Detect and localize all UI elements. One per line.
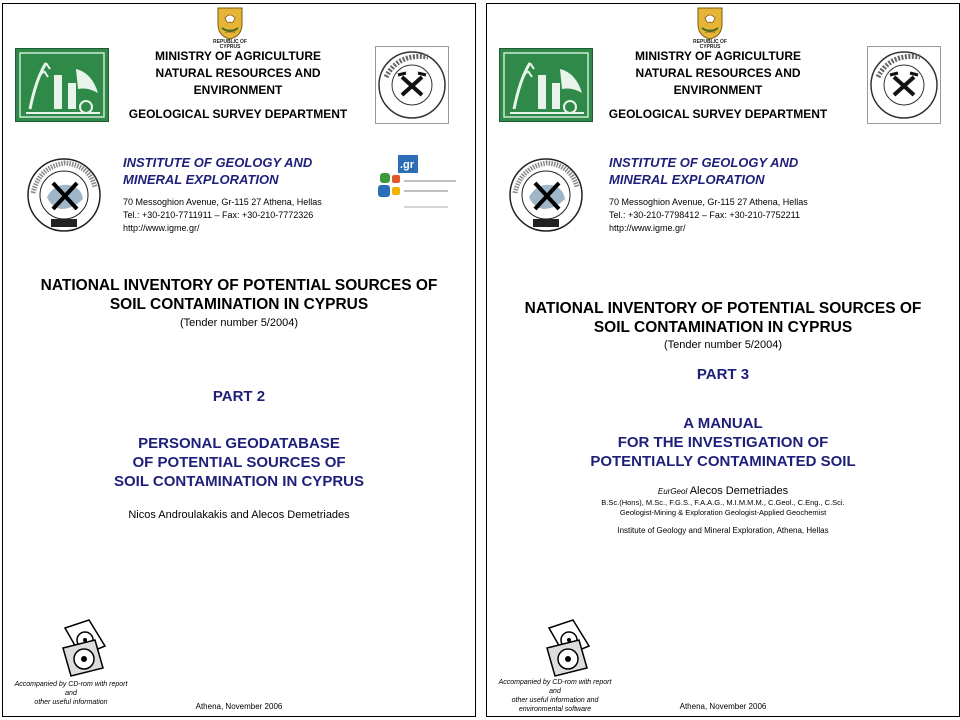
- author-name-line: [487, 485, 959, 498]
- ministry-agriculture-logo: [15, 48, 109, 122]
- ministry-heading: [113, 48, 363, 123]
- cover-page-part-3: [486, 3, 960, 717]
- cyprus-crest-logo: [685, 6, 735, 50]
- cd-note-line-3: environmental software: [518, 706, 592, 713]
- title-line-1: NATIONAL INVENTORY OF POTENTIAL SOURCES OF: [524, 300, 922, 317]
- ministry-heading: [593, 48, 843, 123]
- geological-survey-seal: [375, 46, 449, 124]
- svg-text:1960: 1960: [704, 29, 716, 35]
- institute-block: [123, 154, 363, 235]
- title-line-2: SOIL CONTAMINATION IN CYPRUS: [593, 319, 853, 336]
- footer-place-date: Athena, November 2006: [195, 702, 283, 711]
- cd-note-line-1: Accompanied by CD-rom with report and: [14, 681, 128, 697]
- ministry-agriculture-logo: [499, 48, 593, 122]
- title-line-2: SOIL CONTAMINATION IN CYPRUS: [109, 296, 369, 313]
- institute-block: [609, 154, 849, 235]
- crest-label: REPUBLIC OF CYPRUS: [693, 39, 727, 50]
- institute-address: 70 Messoghion Avenue, Gr-115 27 Athena, Hellas: [609, 197, 808, 207]
- part-subtitle: [3, 434, 475, 491]
- ministry-line-1: MINISTRY OF AGRICULTURE: [635, 49, 801, 63]
- institute-address: 70 Messoghion Avenue, Gr-115 27 Athena, Hellas: [123, 197, 322, 207]
- svg-text:1960: 1960: [224, 29, 236, 35]
- crest-label: REPUBLIC OF CYPRUS: [213, 39, 247, 50]
- institute-name-line-2: MINERAL EXPLORATION: [123, 172, 279, 187]
- institute-phone: Tel.: +30-210-7798412 – Fax: +30-210-7752211: [609, 210, 800, 220]
- author-name: Alecos Demetriades: [689, 485, 789, 497]
- cd-rom-icon: [55, 618, 111, 678]
- tender-number: (Tender number 5/2004): [663, 339, 782, 351]
- author-prefix: EurGeol: [657, 487, 688, 496]
- cd-note-line-2: other useful information: [34, 699, 108, 706]
- subtitle-line-1: A MANUAL: [683, 415, 763, 432]
- cover-page-part-2: [2, 3, 476, 717]
- institute-name-line-1: INSTITUTE OF GEOLOGY AND: [609, 155, 799, 170]
- subtitle-line-2: OF POTENTIAL SOURCES OF: [132, 454, 346, 471]
- ministry-line-1: MINISTRY OF AGRICULTURE: [155, 49, 321, 63]
- author-credentials: B.Sc.(Hons), M.Sc., F.G.S., F.A.A.G., M.I.M.M.M., C.Geol., C.Eng., C.Sci.: [601, 498, 845, 507]
- igme-seal-logo: [25, 157, 103, 233]
- subtitle-line-3: POTENTIALLY CONTAMINATED SOIL: [590, 453, 856, 470]
- building-competitive-greece-logo: [368, 151, 460, 219]
- department-name: GEOLOGICAL SURVEY DEPARTMENT: [608, 107, 828, 121]
- authors: Nicos Androulakakis and Alecos Demetriades: [128, 509, 350, 521]
- cd-rom-icon: [539, 618, 595, 678]
- institute-phone: Tel.: +30-210-7711911 – Fax: +30-210-7772326: [123, 210, 314, 220]
- cd-note-line-1: Accompanied by CD-rom with report and: [498, 679, 612, 695]
- footer-place-date: Athena, November 2006: [679, 702, 767, 711]
- institute-name-line-1: INSTITUTE OF GEOLOGY AND: [123, 155, 313, 170]
- subtitle-line-3: SOIL CONTAMINATION IN CYPRUS: [113, 473, 364, 490]
- institute-url[interactable]: http://www.igme.gr/: [123, 223, 200, 233]
- cyprus-crest-logo: [205, 6, 255, 50]
- part-label: PART 2: [212, 388, 266, 405]
- svg-text:.gr: .gr: [400, 159, 415, 171]
- part-subtitle: [487, 414, 959, 471]
- tender-number: (Tender number 5/2004): [179, 317, 298, 329]
- department-name: GEOLOGICAL SURVEY DEPARTMENT: [128, 107, 348, 121]
- author-block: [487, 485, 959, 536]
- document-title: [487, 299, 959, 337]
- ministry-line-2: NATURAL RESOURCES AND ENVIRONMENT: [635, 66, 801, 97]
- ministry-line-2: NATURAL RESOURCES AND ENVIRONMENT: [155, 66, 321, 97]
- geological-survey-seal: [867, 46, 941, 124]
- institute-name-line-2: MINERAL EXPLORATION: [609, 172, 765, 187]
- igme-seal-logo: [507, 157, 585, 233]
- cd-note-line-2: other useful information and: [511, 697, 599, 704]
- author-institute: Institute of Geology and Mineral Exploration, Athena, Hellas: [617, 526, 829, 535]
- subtitle-line-2: FOR THE INVESTIGATION OF: [617, 434, 829, 451]
- document-title: [3, 276, 475, 314]
- institute-url[interactable]: http://www.igme.gr/: [609, 223, 686, 233]
- subtitle-line-1: PERSONAL GEODATABASE: [138, 435, 340, 452]
- title-line-1: NATIONAL INVENTORY OF POTENTIAL SOURCES OF: [40, 277, 438, 294]
- part-label: PART 3: [696, 366, 750, 383]
- author-role: Geologist-Mining & Exploration Geologist-Applied Geochemist: [619, 508, 827, 517]
